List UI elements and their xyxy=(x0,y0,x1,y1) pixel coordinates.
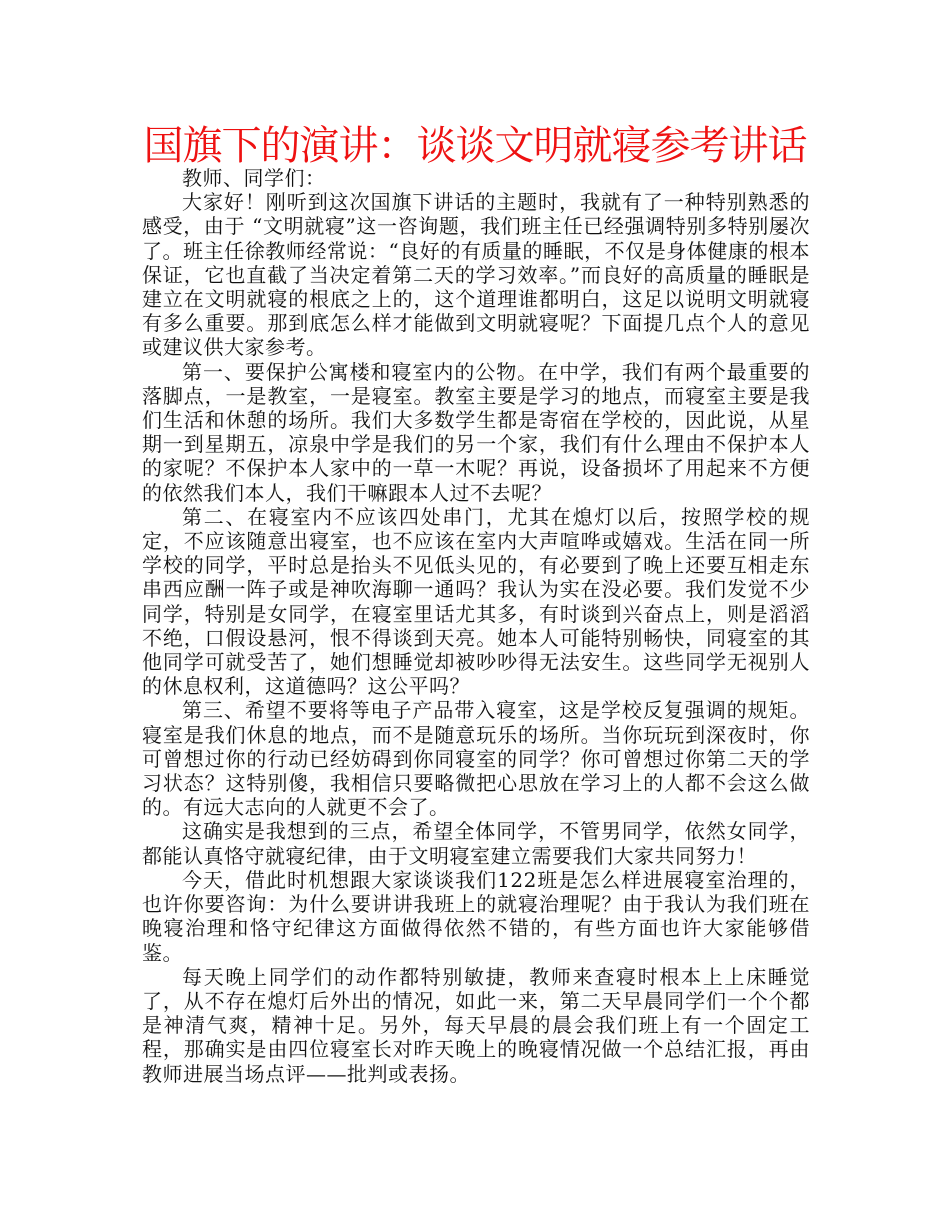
paragraph-intro: 大家好！刚听到这次国旗下讲话的主题时，我就有了一种特别熟悉的感受，由于 “文明就寝”这一咨询题，我们班主任已经强调特别多特别屡次了。班主任徐教师经常说：“良好的有质量的睡眠，不仅是身体健康的根本保证，它也直截了当决定着第二天的学习效率。”而良好的高质量的睡眠是建立在文明就寝的根底之上的，这个道理谁都明白，这足以说明文明就寝有多么重要。那到底怎么样才能做到文明就寝呢？下面提几点个人的意见或建议供大家参考。 xyxy=(142,190,810,360)
document-title: 国旗下的演讲：谈谈文明就寝参考讲话 xyxy=(143,123,807,169)
paragraph-class-management: 今天，借此时机想跟大家谈谈我们122班是怎么样进展寝室治理的，也许你要咨询：为什么要讲讲我班上的就寝治理呢？由于我认为我们班在晚寝治理和恪守纪律这方面做得依然不错的，有些方面也许大家能够借鉴。 xyxy=(142,867,810,965)
paragraph-salutation: 教师、同学们： xyxy=(182,166,326,190)
paragraph-summary: 这确实是我想到的三点，希望全体同学，不管男同学，依然女同学，都能认真恪守就寝纪律，由于文明寝室建立需要我们大家共同努力！ xyxy=(142,819,810,868)
paragraph-point-two: 第二、在寝室内不应该四处串门，尤其在熄灯以后，按照学校的规定，不应该随意出寝室，也不应该在室内大声喧哗或嬉戏。生活在同一所学校的同学，平时总是抬头不见低头见的，有必要到了晚上还要互相走东串西应酬一阵子或是神吹海聊一通吗？我认为实在没必要。我们发觉不少同学，特别是女同学，在寝室里话尤其多，有时谈到兴奋点上，则是滔滔不绝，口假设悬河，恨不得谈到天亮。她本人可能特别畅快，同寝室的其他同学可就受苦了，她们想睡觉却被吵吵得无法安生。这些同学无视别人的休息权利，这道德吗？这公平吗？ xyxy=(142,504,810,699)
paragraph-point-three: 第三、希望不要将等电子产品带入寝室，这是学校反复强调的规矩。寝室是我们休息的地点，而不是随意玩乐的场所。当你玩玩到深夜时，你可曾想过你的行动已经妨碍到你同寝室的同学？你可曾想过你第二天的学习状态？这特别傻，我相信只要略微把心思放在学习上的人都不会这么做的。有远大志向的人就更不会了。 xyxy=(142,698,810,820)
paragraph-point-one: 第一、要保护公寓楼和寝室内的公物。在中学，我们有两个最重要的落脚点，一是教室，一是寝室。教室主要是学习的地点，而寝室主要是我们生活和休憩的场所。我们大多数学生都是寄宿在学校的，因此说，从星期一到星期五，凉泉中学是我们的另一个家，我们有什么理由不保护本人的家呢？不保护本人家中的一草一木呢？再说，设备损坏了用起来不方便的依然我们本人，我们干嘛跟本人过不去呢？ xyxy=(142,359,810,505)
paragraph-daily-routine: 每天晚上同学们的动作都特别敏捷，教师来查寝时根本上上床睡觉了，从不存在熄灯后外出的情况，如此一来，第二天早晨同学们一个个都是神清气爽，精神十足。另外，每天早晨的晨会我们班上有一个固定工程，那确实是由四位寝室长对昨天晚上的晚寝情况做一个总结汇报，再由教师进展当场点评——批判或表扬。 xyxy=(142,964,810,1086)
document-body xyxy=(142,166,810,1086)
